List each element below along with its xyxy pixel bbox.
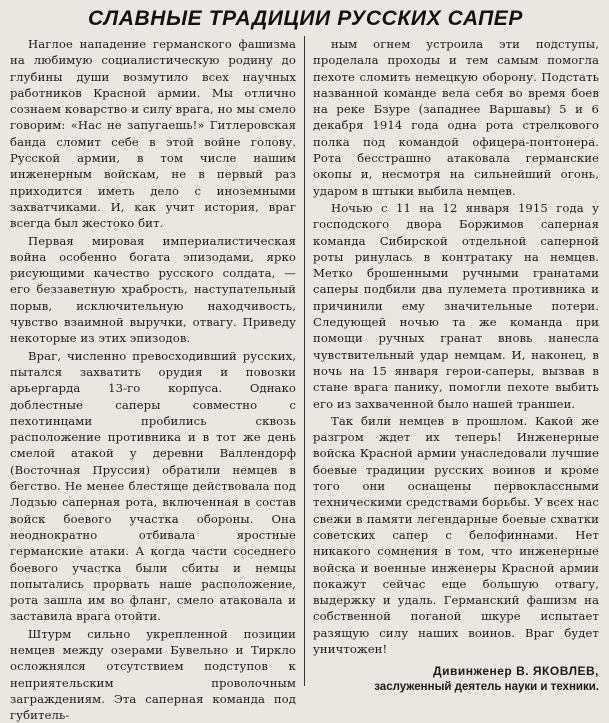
author-title: заслуженный деятель науки и техники. [374,681,599,694]
right-column [313,36,599,694]
paragraph: Штурм сильно укрепленной позиции немцев между озерами Бувельно и Тиркло осложнялся отсутствием подступов к неприятельским проволочным заграждениям. Эта саперная команда под губитель- [10,626,296,723]
left-column [10,36,296,723]
paragraph: Так били немцев в прошлом. Какой же разгром ждет их теперь! Инженерные войска Красной армии унаследовали лучшие боевые традиции русских воинов и кроме того они оснащены первоклассными техническими средствами борьбы. У всех нас свежи в памяти легендарные боевые схватки советских сапер с белофиннами. Нет никакого сомнения в том, что инженерные войска и военные инженеры Красной армии покажут сейчас еще большую отвагу, выдержку и удаль. Германский фашизм на собственной поганой шкуре испытает разящую силу наших воинов. Враг будет уничтожен! [313,413,599,656]
paragraph: Первая мировая империалистическая война особенно богата эпизодами, ярко рисующими качество русского солдата, — его беззаветную храбрость, наступательный порыв, исключительную находчивость, чувство взаимной выручки, отвагу. Приведу некоторые из этих эпизодов. [10,233,296,346]
paragraph: ным огнем устроила эти подступы, проделала проходы и тем самым помогла пехоте сломить немецкую оборону. Подстать названной команде вела себя во время боев на реке Бзуре (западнее Варшавы) 5 и 6 декабря 1914 года одна рота стрелкового полка под командой офицера-понтонера. Рота бесстрашно атаковала германские окопы и, несмотря на сильнейший огонь, ударом в штыки выбила немцев. [313,37,599,198]
paragraph: Ночью с 11 на 12 января 1915 года у господского двора Боржимов саперная команда Сибирской отдельной саперной роты ринулась в контратаку на немцев. Метко брошенными ручными гранатами саперы подбили два пулемета противника и причинили ему значительные потери. Следующей ночью та же команда при помощи ручных гранат вновь нанесла чувствительный удар немцам. И, наконец, в ночь на 15 января герои-саперы, вызвав в стане врага панику, помогли пехоте выбить его из захваченной было нашей траншеи. [313,200,599,411]
column-divider [304,36,305,686]
paragraph: Наглое нападение германского фашизма на любимую социалистическую родину до глубины души возмутило всех научных работников Красной армии. Мы отлично сознаем коварство и силу врага, но мы смело говорим: «Нас не запугаешь!» Гитлеровская банда сломит себе в этой войне голову. Русской армии, в том числе нашим инженерным войскам, не в первый раз приходится иметь дело с иноземными захватчиками. И, как учит история, враг всегда был жестоко бит. [10,37,296,231]
headline: СЛАВНЫЕ ТРАДИЦИИ РУССКИХ САПЕР [87,7,524,30]
author-name: Дивинженер В. ЯКОВЛЕВ, [433,664,599,679]
article-body [10,36,601,723]
author-signature [313,663,599,695]
paragraph: Враг, численно превосходивший русских, пытался захватить орудия и повозки арьергарда 13-го корпуса. Однако доблестные саперы совместно с пехотинцами пробились сквозь расположение противника и в тот же день смелой атакой у деревни Валлендорф (Восточная Пруссия) обратили немцев в бегство. Не менее блестяще действовала под Лодзью саперная рота, включенная в состав войск боевого участка обороны. Она неоднократно отбивала яростные германские атаки. А когда части соседнего боевого участка были сбиты и немцы попытались прорвать наше расположение, рота зашла им во фланг, смело атаковала и заставила врага отойти. [10,348,296,624]
